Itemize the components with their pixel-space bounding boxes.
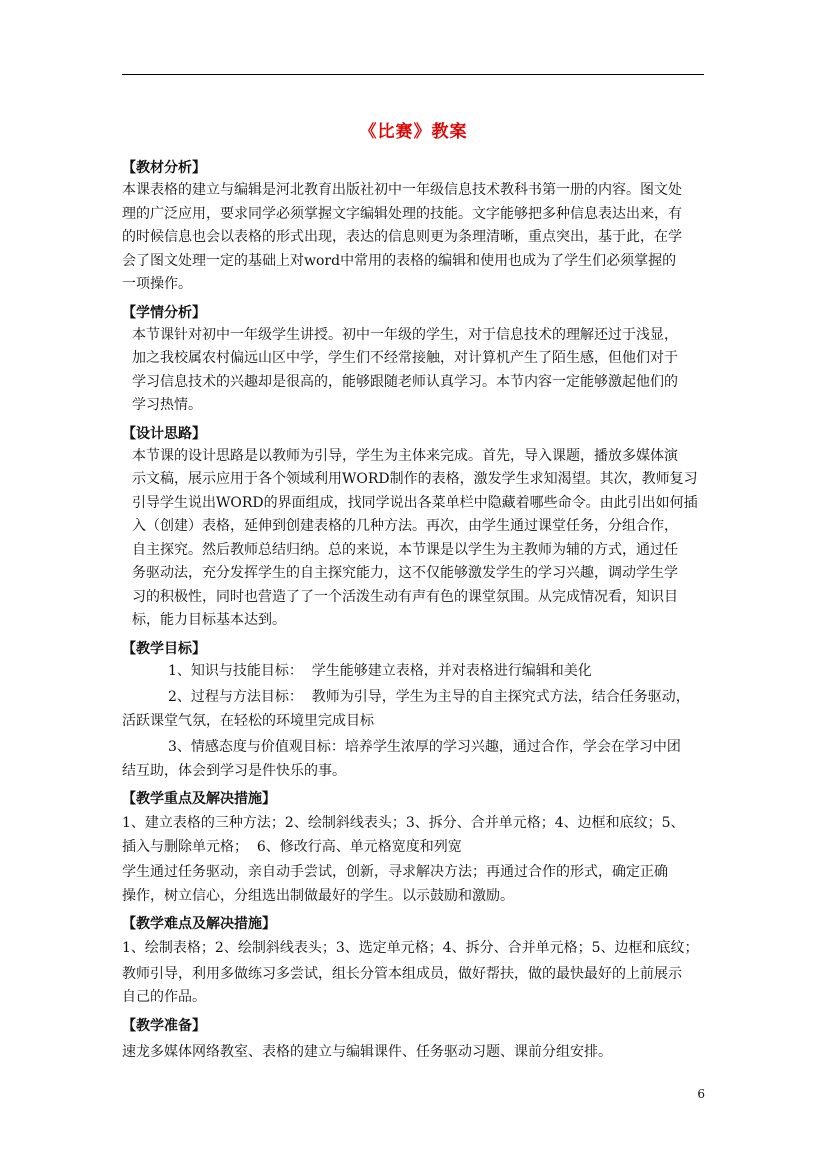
section-teaching-goals	[122, 638, 712, 784]
section-heading: 【教学难点及解决措施】	[122, 916, 276, 932]
goal-line: 结互助，体会到学习是件快乐的事。	[122, 762, 346, 779]
goal-line: 活跃课堂气氛，在轻松的环境里完成目标	[122, 712, 374, 729]
paragraph-line: 理的广泛应用，要求同学必须掌握文字编辑处理的技能。文字能够把多种信息表达出来，有	[122, 205, 682, 222]
section-key-points	[122, 788, 712, 908]
paragraph-line: 本节课针对初中一年级学生讲授。初中一年级的学生，对于信息技术的理解还过于浅显，	[132, 326, 678, 343]
section-heading: 【设计思路】	[122, 425, 206, 442]
section-textbook-analysis	[122, 157, 712, 297]
paragraph-line: 本节课的设计思路是以教师为引导，学生为主体来完成。首先，导入课题，播放多媒体演	[132, 447, 678, 464]
goal-line: 2、过程与方法目标： 教师为引导，学生为主导的自主探究式方法，结合任务驱动，	[168, 689, 690, 705]
goal-item	[122, 736, 712, 783]
paragraph-line: 标，能力目标基本达到。	[132, 612, 286, 628]
goal-line: 3、情感态度与价值观目标：培养学生浓厚的学习兴趣，通过合作，学会在学习中团	[168, 739, 681, 755]
goal-item	[122, 686, 712, 733]
paragraph-line: 学生通过任务驱动，亲自动手尝试，创新，寻求解决方法；再通过合作的形式，确定正确	[122, 864, 668, 880]
section-preparation	[122, 1015, 712, 1065]
goal-line: 1、知识与技能目标： 学生能够建立表格，并对表格进行编辑和美化	[168, 662, 592, 679]
paragraph-line: 习的积极性，同时也营造了了一个活泼生动有声有色的课堂氛围。从完成情况看，知识目	[132, 588, 678, 605]
paragraph-line: 务驱动法，充分发挥学生的自主探究能力，这不仅能够激发学生的学习兴趣，调动学生学	[132, 565, 678, 581]
header-rule	[122, 74, 704, 75]
section-heading: 【教学目标】	[122, 640, 206, 657]
paragraph-line: 学习热情。	[132, 397, 202, 413]
paragraph-line: 插入与删除单元格； 6、修改行高、单元格宽度和列宽	[122, 838, 462, 855]
page-number: 6	[697, 1087, 705, 1101]
paragraph-line: 本课表格的建立与编辑是河北教育出版社初中一年级信息技术教科书第一册的内容。图文处	[122, 182, 682, 198]
paragraph-line: 加之我校属农村偏远山区中学，学生们不经常接触，对计算机产生了陌生感，但他们对于	[132, 350, 678, 366]
paragraph-line: 学习信息技术的兴趣却是很高的，能够跟随老师认真学习。本节内容一定能够激起他们的	[132, 373, 678, 390]
section-student-analysis	[122, 302, 712, 418]
paragraph-line: 示文稿，展示应用于各个领域利用WORD制作的表格，激发学生求知渴望。其次，教师复习	[132, 471, 698, 487]
paragraph-line: 速龙多媒体网络教室、表格的建立与编辑课件、任务驱动习题、课前分组安排。	[122, 1043, 612, 1060]
paragraph-line: 引导学生说出WORD的界面组成，找同学说出各菜单栏中隐藏着哪些命令。由此引出如何插	[132, 494, 698, 511]
section-heading: 【教材分析】	[122, 160, 206, 176]
paragraph-line: 一项操作。	[122, 276, 192, 292]
section-heading: 【学情分析】	[122, 304, 206, 321]
section-heading: 【教学准备】	[122, 1017, 206, 1034]
paragraph-line: 1、绘制表格；2、绘制斜线表头；3、选定单元格；4、拆分、合并单元格；5、边框和底纹；	[122, 940, 699, 956]
goal-item	[122, 660, 712, 684]
section-heading: 【教学重点及解决措施】	[122, 791, 276, 807]
paragraph-line: 操作，树立信心，分组选出制做最好的学生。以示鼓励和激励。	[122, 887, 514, 904]
paragraph-line: 教师引导，利用多做练习多尝试，组长分管本组成员，做好帮扶，做的最快最好的上前展示	[122, 965, 682, 982]
paragraph-line: 会了图文处理一定的基础上对word中常用的表格的编辑和使用也成为了学生们必须掌握的	[122, 252, 677, 269]
paragraph-line: 自己的作品。	[122, 989, 206, 1005]
paragraph-line: 自主探究。然后教师总结归纳。总的来说，本节课是以学生为主教师为辅的方式，通过任	[132, 541, 678, 558]
section-difficulties	[122, 913, 712, 1010]
paragraph-line: 入（创建）表格，延伸到创建表格的几种方法。再次，由学生通过课堂任务，分组合作，	[132, 518, 678, 534]
paragraph-line: 的时候信息也会以表格的形式出现，表达的信息则更为条理清晰，重点突出，基于此，在学	[122, 229, 682, 245]
document-title: 《比赛》教案	[359, 122, 468, 142]
paragraph-line: 1、建立表格的三种方法；2、绘制斜线表头；3、拆分、合并单元格；4、边框和底纹；5、	[122, 815, 685, 831]
section-design-ideas	[122, 423, 712, 633]
document-body	[122, 157, 712, 1069]
